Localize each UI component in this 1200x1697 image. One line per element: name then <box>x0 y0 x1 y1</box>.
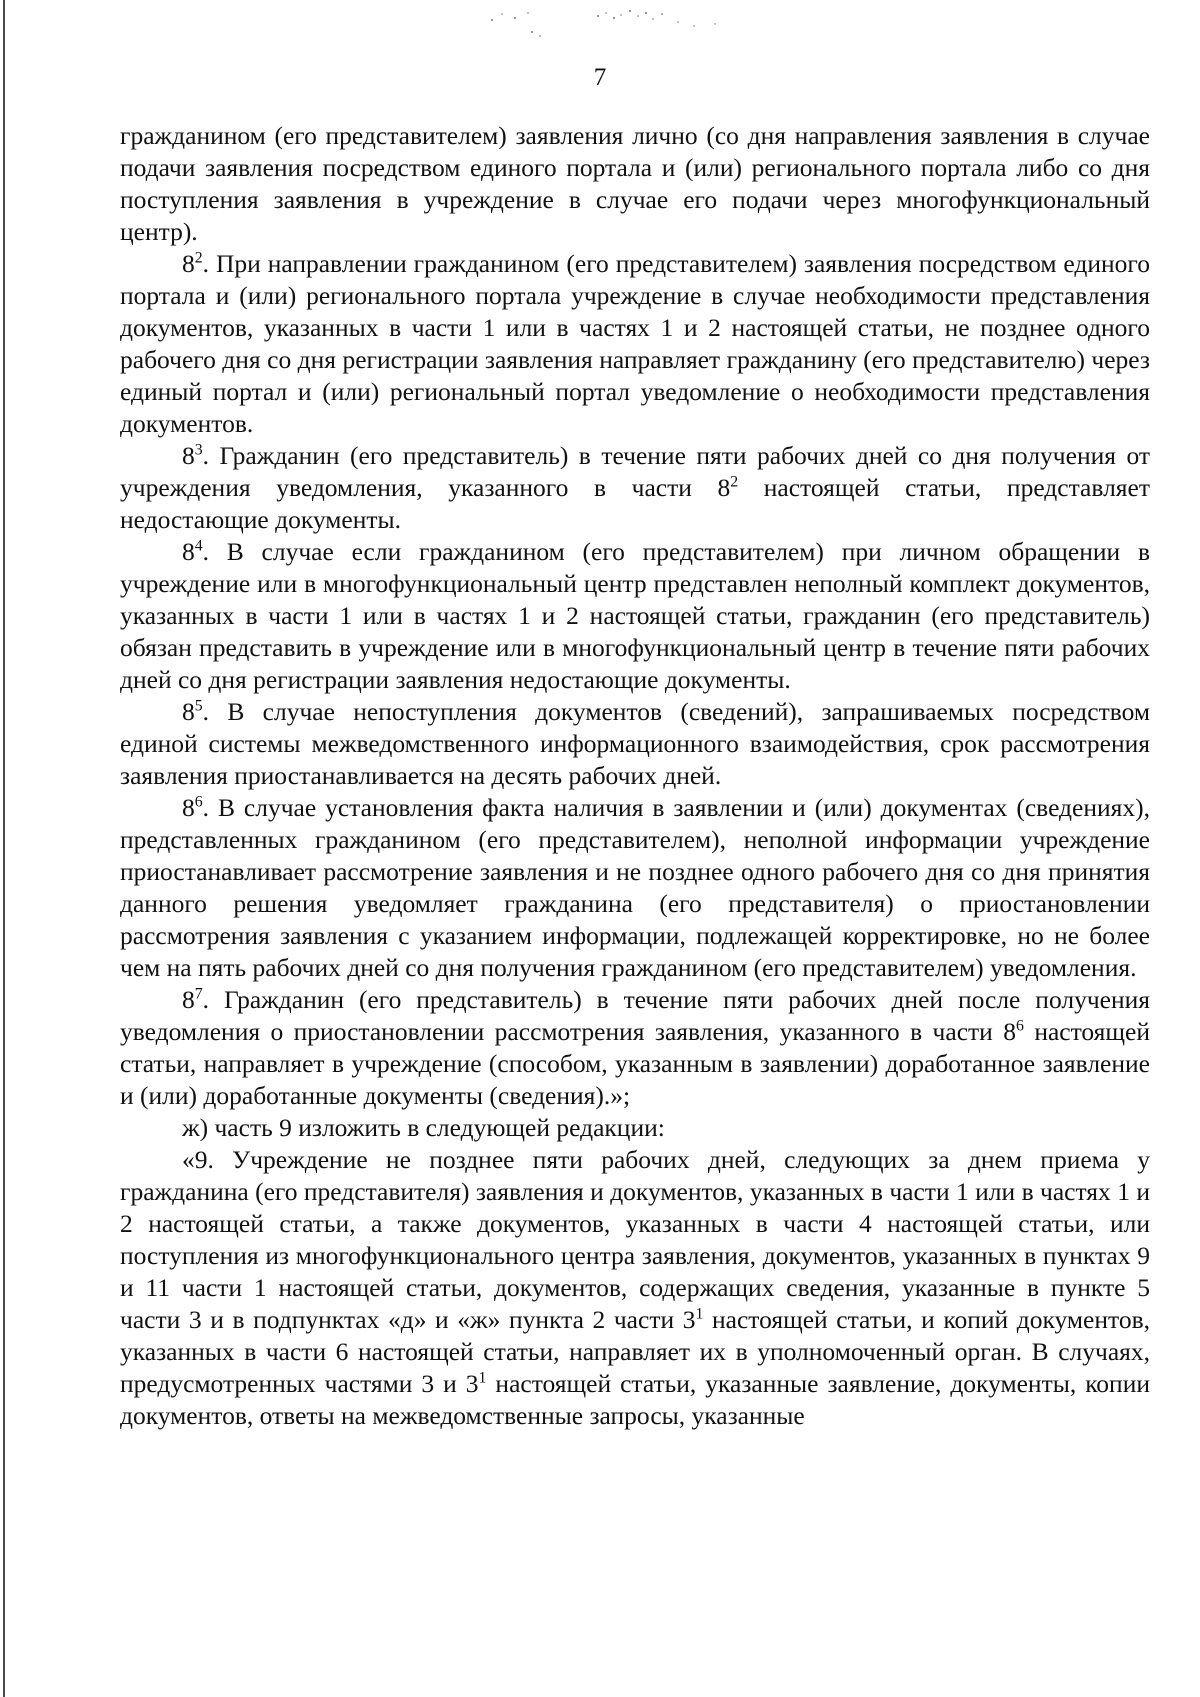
paragraph-8-2 <box>120 248 1150 440</box>
paragraph-number: 8 <box>182 537 195 566</box>
paragraph-text: . В случае установления факта наличия в заявлении и (или) документах (сведениях), представленных гражданином (его представителем), неполной информации учреждение приостанавливает рассмотрение заявления и не позднее одного рабочего дня со дня принятия данного решения уведомляет гражданина (его представителя) о приостановлении рассмотрения заявления с указанием информации, подлежащей корректировке, но не более чем на пять рабочих дней со дня получения гражданином (его представителем) уведомления. <box>120 793 1150 982</box>
paragraph-text: ж) часть 9 изложить в следующей редакции: <box>182 1113 665 1142</box>
part-reference-superscript: 1 <box>478 1369 487 1387</box>
scan-left-edge <box>3 0 5 1697</box>
paragraph-number-superscript: 6 <box>194 793 203 811</box>
paragraph-8-3 <box>120 440 1150 536</box>
paragraph-9 <box>120 1144 1150 1432</box>
paragraph-number-superscript: 7 <box>194 985 203 1003</box>
paragraph-text: гражданином (его представителем) заявления лично (со дня направления заявления в случае подачи заявления посредством единого портала и (или) регионального портала либо со дня поступления заявления в учреждение в случае его подачи через многофункциональный центр). <box>120 121 1150 246</box>
part-reference-superscript: 2 <box>730 473 739 491</box>
paragraph-number-superscript: 2 <box>194 249 203 267</box>
paragraph-8-4 <box>120 536 1150 696</box>
part-reference-number: 3 <box>465 1369 479 1398</box>
paragraph-text-after: настоящей статьи, и копий документов, указанных в части 6 настоящей статьи, направляет их в уполномоченный орган. В случаях, предусмотренных частями 3 и <box>120 1305 1150 1398</box>
paragraph-number: 8 <box>182 441 195 470</box>
part-reference-number: 3 <box>682 1305 696 1334</box>
part-reference-superscript: 6 <box>1015 1017 1024 1035</box>
paragraph-text: . Гражданин (его представитель) в течение пяти рабочих дней после получения уведомления о приостановлении рассмотрения заявления, указанного в части <box>120 985 1150 1046</box>
paragraph-number-superscript: 4 <box>194 537 203 555</box>
part-reference-superscript: 1 <box>695 1305 704 1323</box>
paragraph-number-superscript: 5 <box>194 697 203 715</box>
document-body <box>120 120 1150 1432</box>
paragraph-text: . При направлении гражданином (его представителем) заявления посредством единого портала и (или) регионального портала учреждение в случае необходимости представления документов, указанных в части 1 или в частях 1 и 2 настоящей статьи, не позднее одного рабочего дня со дня регистрации заявления направляет гражданину (его представителю) через единый портал и (или) региональный портал уведомление о необходимости представления документов. <box>120 249 1150 438</box>
paragraph-number: 8 <box>182 793 195 822</box>
paragraph-number: 8 <box>182 697 195 726</box>
part-reference-number: 8 <box>717 473 731 502</box>
paragraph-number-superscript: 3 <box>194 441 203 459</box>
part-reference-number: 8 <box>1003 1017 1016 1046</box>
paragraph-text-after: настоящей статьи, указанные заявление, документы, копии документов, ответы на межведомственные запросы, указанные <box>120 1369 1150 1430</box>
page-number: 7 <box>593 64 607 91</box>
paragraph-text-after: настоящей статьи, направляет в учреждение (способом, указанным в заявлении) доработанное заявление и (или) доработанные документы (сведения).»; <box>120 1017 1150 1110</box>
paragraph-number: 8 <box>182 985 195 1014</box>
paragraph-8-7 <box>120 984 1150 1112</box>
paragraph-text: . Гражданин (его представитель) в течение пяти рабочих дней со дня получения от учреждения уведомления, указанного в части <box>120 441 1150 502</box>
paragraph-8-5 <box>120 696 1150 792</box>
paragraph-text: «9. Учреждение не позднее пяти рабочих дней, следующих за днем приема у гражданина (его представителя) заявления и документов, указанных в части 1 или в частях 1 и 2 настоящей статьи, а также документов, указанных в части 4 настоящей статьи, или поступления из многофункционального центра заявления, документов, указанных в пунктах 9 и 11 части 1 настоящей статьи, документов, содержащих сведения, указанные в пункте 5 части 3 и в подпунктах «д» и «ж» пункта 2 части <box>120 1145 1150 1334</box>
paragraph-8-6 <box>120 792 1150 984</box>
paragraph-continuation <box>120 120 1150 248</box>
paragraph-text: . В случае если гражданином (его представителем) при личном обращении в учреждение или в многофункциональный центр представлен неполный комплект документов, указанных в части 1 или в частях 1 и 2 настоящей статьи, гражданин (его представитель) обязан представить в учреждение или в многофункциональный центр в течение пяти рабочих дней со дня регистрации заявления недостающие документы. <box>120 537 1150 694</box>
paragraph-number: 8 <box>182 249 195 278</box>
paragraph-text: . В случае непоступления документов (сведений), запрашиваемых посредством единой системы межведомственного информационного взаимодействия, срок рассмотрения заявления приостанавливается на десять рабочих дней. <box>120 697 1150 790</box>
scan-artifact <box>480 4 800 44</box>
paragraph-text-after: настоящей статьи, представляет недостающие документы. <box>120 473 1150 534</box>
paragraph-item-zh <box>120 1112 1150 1144</box>
